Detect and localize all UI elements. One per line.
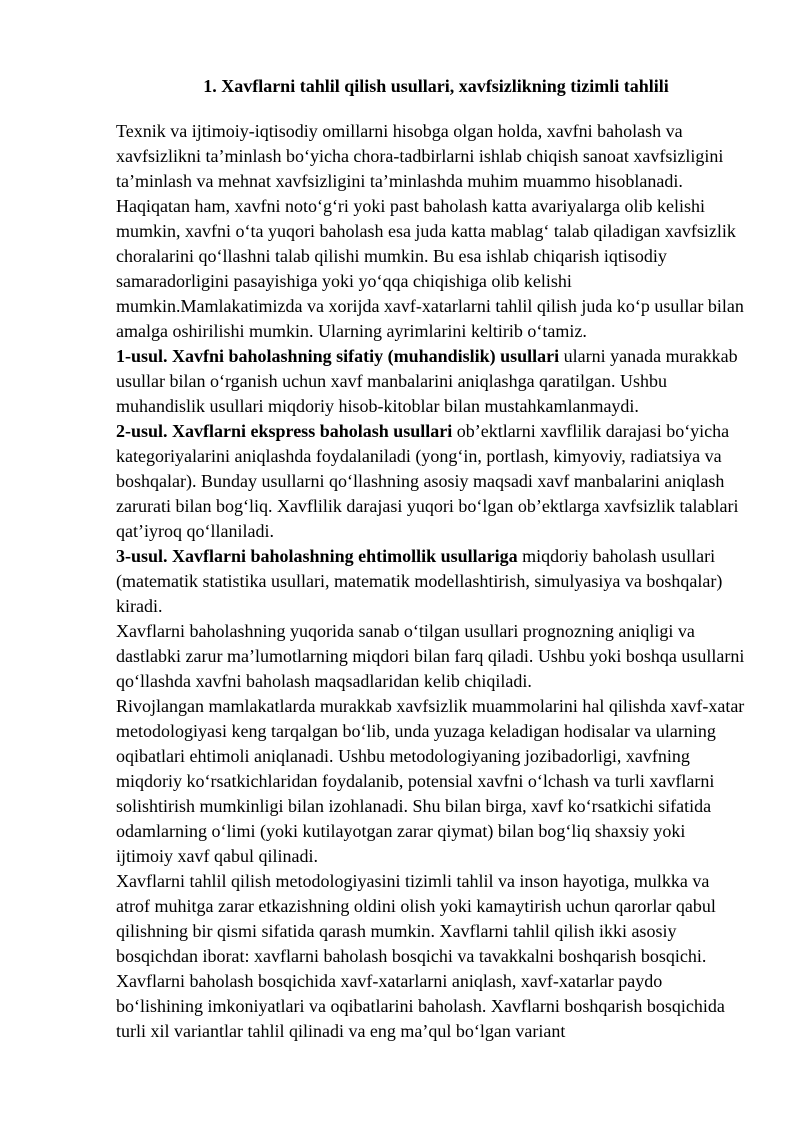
method-2-text: ob’ektlarni xavflilik darajasi bo‘yicha kategoriyalarini aniqlashda foydalaniladi (yong‘in, portlash, kimyoviy, radiatsiya va boshqalar). Bunday usullarni qo‘llashning asosiy maqsadi xavf manbalarini aniqlash zarurati bilan bog‘liq. Xavflilik darajasi yuqori bo‘lgan ob’ektlarga xavfsizlik talablari qat’iyroq qo‘llaniladi. — [116, 421, 739, 541]
paragraph-method-1 — [116, 344, 746, 419]
method-3-text: miqdoriy baholash usullari (matematik statistika usullari, matematik modellashtirish, simulyasiya va boshqalar) kiradi. — [116, 546, 723, 616]
paragraph-analysis-stages — [116, 869, 746, 1044]
paragraph-method-3 — [116, 544, 746, 619]
paragraph-text: Xavflarni baholashning yuqorida sanab o‘tilgan usullari prognozning aniqligi va dastlabki zarur ma’lumotlarning miqdori bilan farq qiladi. Ushbu yoki boshqa usullarni qo‘llashda xavfni baholash maqsadlaridan kelib chiqiladi. — [116, 621, 745, 691]
paragraph-methodology — [116, 694, 746, 869]
paragraph-method-2 — [116, 419, 746, 544]
paragraph-text: Xavflarni tahlil qilish metodologiyasini tizimli tahlil va inson hayotiga, mulkka va atrof muhitga zarar etkazishning oldini olish yoki kamaytirish uchun qarorlar qabul qilishning bir qismi sifatida qarash mumkin. Xavflarni tahlil qilish ikki asosiy bosqichdan iborat: xavflarni baholash bosqichi va tavakkalni boshqarish bosqichi. Xavflarni baholash bosqichida xavf-xatarlarni aniqlash, xavf-xatarlar paydo bo‘lishining imkoniyatlari va oqibatlarini baholash. Xavflarni boshqarish bosqichida turli xil variantlar tahlil qilinadi va eng ma’qul bo‘lgan variant — [116, 871, 725, 1041]
method-1-text: ularni yanada murakkab usullar bilan o‘rganish uchun xavf manbalarini aniqlashga qaratilgan. Ushbu muhandislik usullari miqdoriy hisob-kitoblar bilan mustahkamlanmaydi. — [116, 346, 738, 416]
paragraph-comparison — [116, 619, 746, 694]
paragraph-intro — [116, 119, 746, 344]
paragraph-text: Texnik va ijtimoiy-iqtisodiy omillarni hisobga olgan holda, xavfni baholash va xavfsizlikni ta’minlash bo‘yicha chora-tadbirlarni ishlab chiqish sanoat xavfsizligini ta’minlash va mehnat xavfsizligini ta’minlashda muhim muammo hisoblanadi. Haqiqatan ham, xavfni noto‘g‘ri yoki past baholash katta avariyalarga olib kelishi mumkin, xavfni o‘ta yuqori baholash esa juda katta mablag‘ talab qiladigan xavfsizlik choralarini qo‘llashni talab qilishi mumkin. Bu esa ishlab chiqarish iqtisodiy samaradorligini pasayishiga yoki yo‘qqa chiqishiga olib kelishi mumkin.Mamlakatimizda va xorijda xavf-xatarlarni tahlil qilish juda ko‘p usullar bilan amalga oshirilishi mumkin. Ularning ayrimlarini keltirib o‘tamiz. — [116, 121, 744, 341]
method-1-heading: 1-usul. Xavfni baholashning sifatiy (muhandislik) usullari — [116, 346, 560, 366]
paragraph-text: Rivojlangan mamlakatlarda murakkab xavfsizlik muammolarini hal qilishda xavf-xatar metodologiyasi keng tarqalgan bo‘lib, unda yuzaga keladigan hodisalar va ularning oqibatlari ehtimoli aniqlanadi. Ushbu metodologiyaning jozibadorligi, xavfning miqdoriy ko‘rsatkichlaridan foydalanib, potensial xavfni o‘lchash va turli xavflarni solishtirish mumkinligi bilan izohlanadi. Shu bilan birga, xavf ko‘rsatkichi sifatida odamlarning o‘limi (yoki kutilayotgan zarar qiymat) bilan bog‘liq shaxsiy yoki ijtimoiy xavf qabul qilinadi. — [116, 696, 745, 866]
document-page — [116, 74, 746, 1044]
method-3-heading: 3-usul. Xavflarni baholashning ehtimollik usullariga — [116, 546, 518, 566]
method-2-heading: 2-usul. Xavflarni ekspress baholash usullari — [116, 421, 453, 441]
document-title: 1. Xavflarni tahlil qilish usullari, xavfsizlikning tizimli tahlili — [203, 76, 669, 96]
